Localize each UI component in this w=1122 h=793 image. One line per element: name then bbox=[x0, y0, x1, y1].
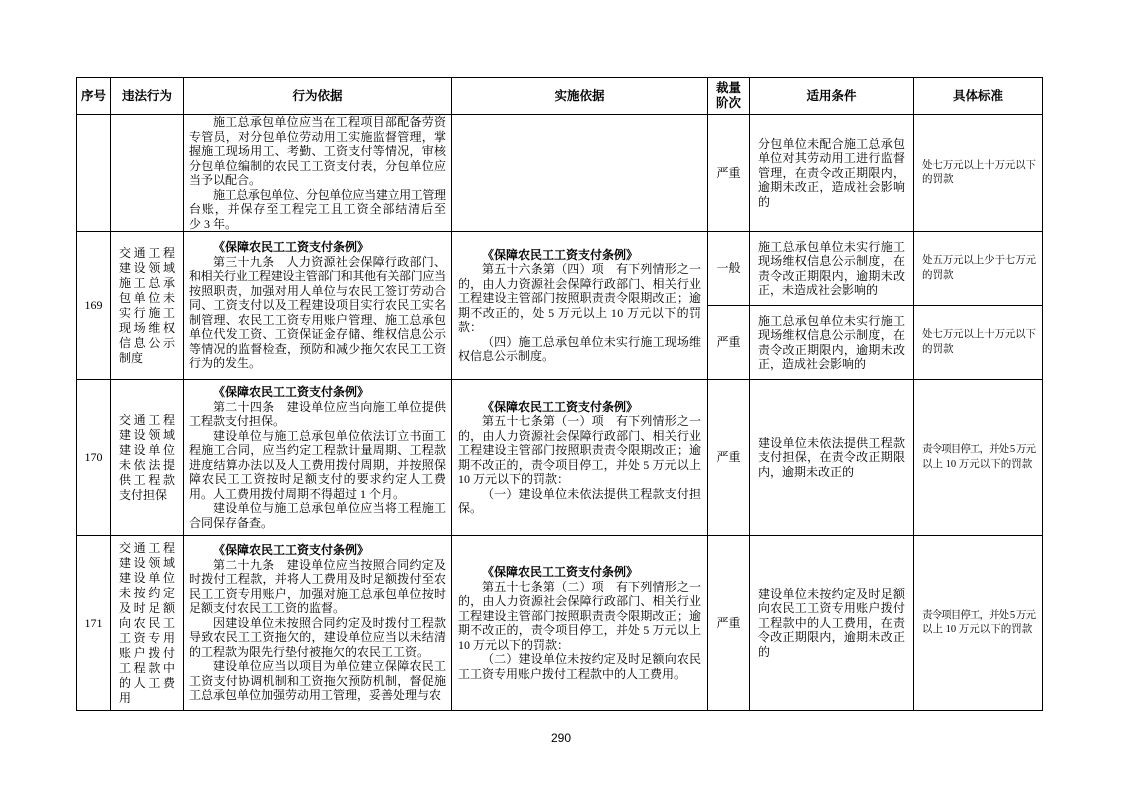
enforcement-basis-line: 期不改正的，责令项目停工，并处 5 万元以上 bbox=[458, 457, 702, 472]
conduct-basis-line: 按照职责，加强对用人单位与农民工签订劳动合 bbox=[189, 283, 447, 298]
conduct-basis-regulation-title: 《保障农民工工资支付条例》 bbox=[213, 240, 370, 255]
enforcement-basis-line: 的，由人力资源社会保障行政部门、相关行业 bbox=[458, 428, 702, 443]
condition-line: 建设单位未按约定及时足额 bbox=[758, 586, 906, 601]
header-discretion-level bbox=[708, 78, 749, 114]
conduct-basis-line: 施工总承包单位应当在工程项目部配备劳资 bbox=[213, 115, 447, 129]
row-number-cell bbox=[77, 380, 110, 535]
condition-line: 建设单位未依法提供工程款 bbox=[758, 435, 906, 450]
row-number-cell bbox=[77, 115, 110, 231]
conduct-basis-line: 第二十四条 建设单位应当向施工单位提供 bbox=[213, 399, 447, 414]
standard-line: 的罚款 bbox=[922, 174, 954, 185]
conduct-basis-line: 合同保存备查。 bbox=[189, 515, 274, 530]
row-number-cell bbox=[77, 232, 110, 379]
conduct-basis-line: 建设单位应当以项目为单位建立保障农民工 bbox=[213, 659, 447, 674]
violation-line: 支付担保 bbox=[119, 487, 168, 502]
violation-line: 建设单位 bbox=[119, 442, 178, 457]
enforcement-basis-line: 第五十六条第（四）项 有下列情形之一 bbox=[482, 262, 702, 276]
conduct-basis-line: 工总承包单位加强劳动用工管理，妥善处理与农 bbox=[189, 688, 442, 703]
condition-line: 内，逾期未改正的 bbox=[758, 464, 855, 479]
conduct-basis-line: 制管理、农民工工资专用账户管理、施工总承包 bbox=[189, 312, 447, 327]
enforcement-basis-line: 10 万元以下的罚款： bbox=[458, 472, 570, 486]
discretion-level: 一般 bbox=[716, 261, 741, 276]
enforcement-basis-line: （二）建设单位未按约定及时足额向农民 bbox=[482, 652, 702, 666]
conduct-basis-line: 施工总承包单位、分包单位应当建立用工管理 bbox=[213, 187, 446, 202]
row-number: 169 bbox=[84, 298, 103, 313]
conduct-basis-line: 时拨付工程款，并将人工费用及时足额拨付至农 bbox=[189, 572, 447, 587]
condition-line: 令改正期限内，逾期未改正 bbox=[758, 630, 906, 645]
row-number: 171 bbox=[84, 615, 103, 630]
penalty-standard-cell bbox=[914, 232, 1042, 305]
enforcement-basis-line: 10 万元以下的罚款： bbox=[458, 637, 570, 652]
condition-line: 逾期未改正，造成社会影响 bbox=[758, 180, 906, 195]
condition-line: 向农民工工资专用账户拨付 bbox=[758, 601, 906, 616]
condition-line: 施工总承包单位未实行施工 bbox=[758, 313, 906, 328]
violation-line: 向农民工 bbox=[119, 615, 178, 630]
conduct-basis-line: 程施工合同，应当约定工程款计量周期、工程款 bbox=[189, 443, 447, 457]
penalty-standard-cell bbox=[914, 115, 1042, 231]
conduct-basis-paragraph bbox=[189, 255, 446, 371]
conduct-basis-line: 足额支付农民工工资的监督。 bbox=[189, 601, 346, 616]
violation-line: 施工总承 bbox=[119, 275, 178, 290]
header-enforcement-basis bbox=[452, 78, 707, 114]
discretion-level: 严重 bbox=[716, 615, 741, 630]
applicable-condition-cell bbox=[750, 115, 913, 231]
conduct-basis-paragraph bbox=[189, 659, 446, 703]
enforcement-basis-regulation-title: 《保障农民工工资支付条例》 bbox=[482, 399, 639, 414]
condition-line: 分包单位未配合施工总承包 bbox=[758, 136, 906, 151]
enforcement-basis-paragraph bbox=[458, 580, 701, 653]
discretion-level-cell bbox=[708, 232, 749, 305]
conduct-basis-line: 第二十九条 建设单位应当按照合同约定及 bbox=[213, 557, 447, 572]
header-violation-label: 违法行为 bbox=[121, 88, 172, 103]
standard-line: 处五万元以上少于七万元 bbox=[922, 255, 1036, 266]
conduct-basis-line: 建设单位与施工总承包单位依法订立书面工 bbox=[213, 428, 447, 443]
enforcement-basis-line: 保。 bbox=[458, 501, 483, 515]
standard-line: 责令项目停工，并处 5 万元 bbox=[922, 444, 1036, 455]
header-applicable-condition bbox=[750, 78, 913, 114]
discretion-level-cell bbox=[708, 306, 749, 379]
condition-line: 正，造成社会影响的 bbox=[758, 357, 867, 371]
conduct-basis-line: 建设单位与施工总承包单位应当将工程施工 bbox=[213, 501, 447, 515]
row-number: 170 bbox=[84, 450, 103, 465]
enforcement-basis-line: 第五十七条第（二）项 有下列情形之一 bbox=[482, 579, 702, 594]
violation-cell bbox=[111, 115, 183, 231]
standard-line: 处七万元以上十万元以下 bbox=[922, 159, 1036, 171]
conduct-basis-line: 少 3 年。 bbox=[189, 216, 238, 231]
applicable-condition-cell bbox=[750, 380, 913, 535]
discretion-level-cell bbox=[708, 536, 749, 710]
discretion-level: 严重 bbox=[716, 450, 741, 465]
enforcement-basis-line: 期不改正的，处 5 万元以上 10 万元以下的罚 bbox=[458, 305, 702, 320]
condition-line: 现场维权信息公示制度，在 bbox=[758, 328, 906, 342]
conduct-basis-regulation-title: 《保障农民工工资支付条例》 bbox=[213, 385, 370, 399]
enforcement-basis-cell bbox=[452, 536, 707, 710]
conduct-basis-paragraph bbox=[189, 400, 446, 429]
violation-line: 工程款中 bbox=[119, 660, 178, 675]
conduct-basis-paragraph bbox=[189, 188, 446, 232]
conduct-basis-line: 行为的发生。 bbox=[189, 356, 262, 371]
penalty-standard-cell bbox=[914, 536, 1042, 710]
condition-line: 现场维权信息公示制度，在 bbox=[758, 254, 906, 268]
standard-line: 的罚款 bbox=[922, 343, 954, 355]
discretion-level: 严重 bbox=[716, 335, 741, 350]
enforcement-basis-line: 权信息公示制度。 bbox=[458, 349, 555, 363]
enforcement-basis-line: 第五十七条第（一）项 有下列情形之一 bbox=[482, 414, 702, 428]
conduct-basis-paragraph bbox=[189, 558, 446, 616]
condition-line: 单位对其劳动用工进行监督 bbox=[758, 151, 906, 166]
enforcement-basis-paragraph bbox=[458, 652, 701, 681]
enforcement-basis-cell bbox=[452, 232, 707, 379]
row-number-cell bbox=[77, 536, 110, 710]
conduct-basis-paragraph bbox=[189, 616, 446, 660]
violation-line: 交通工程 bbox=[119, 540, 178, 555]
condition-line: 责令改正期限内，逾期未改 bbox=[758, 268, 906, 283]
condition-line: 施工总承包单位未实行施工 bbox=[758, 239, 906, 254]
standard-line: 处七万元以上十万元以下 bbox=[922, 329, 1036, 340]
enforcement-basis-line: 款： bbox=[458, 320, 483, 334]
enforcement-basis-line: （四）施工总承包单位未实行施工现场维 bbox=[482, 334, 702, 349]
enforcement-basis-line: 的，由人力资源社会保障行政部门、相关行业 bbox=[458, 594, 702, 608]
violation-line: 制度 bbox=[119, 350, 144, 365]
standard-line: 以上 10 万元以下的罚款 bbox=[922, 624, 1033, 635]
conduct-basis-line: 握施工现场用工、考勤、工资支付等情况，审核 bbox=[189, 144, 447, 158]
discretion-level-cell bbox=[708, 380, 749, 535]
violation-line: 交通工程 bbox=[119, 412, 178, 427]
applicable-condition-cell bbox=[750, 536, 913, 710]
condition-line: 支付担保，在责令改正期限 bbox=[758, 450, 906, 465]
enforcement-basis-line: 工工资专用账户拨付工程款中的人工费用。 bbox=[458, 666, 687, 681]
condition-line: 管理，在责令改正期限内， bbox=[758, 165, 906, 180]
conduct-basis-line: 当予以配合。 bbox=[189, 173, 262, 187]
enforcement-basis-line: 工程建设主管部门按照职责责令限期改正；逾 bbox=[458, 608, 702, 623]
violation-line: 建设单位 bbox=[119, 570, 178, 585]
enforcement-basis-cell bbox=[452, 380, 707, 535]
conduct-basis-line: 导致农民工工资拖欠的，建设单位应当以未结清 bbox=[189, 630, 447, 645]
header-discretion-level-label-line2: 阶次 bbox=[715, 96, 741, 110]
conduct-basis-line: 第三十九条 人力资源社会保障行政部门、 bbox=[213, 254, 447, 269]
applicable-condition-cell bbox=[750, 232, 913, 305]
conduct-basis-cell bbox=[184, 380, 451, 535]
conduct-basis-line: 同、工资支付以及工程建设项目实行农民工实名 bbox=[189, 298, 447, 313]
violation-line: 建设领域 bbox=[119, 427, 178, 442]
conduct-basis-line: 因建设单位未按照合同约定及时拨付工程款 bbox=[213, 615, 447, 630]
header-applicable-condition-label: 适用条件 bbox=[806, 88, 857, 103]
conduct-basis-paragraph bbox=[189, 501, 446, 530]
conduct-basis-line: 和相关行业工程建设主管部门和其他有关部门应当 bbox=[189, 269, 446, 284]
conduct-basis-line: 台账，并保存至工程完工且工资全部结清后至 bbox=[189, 202, 447, 216]
violation-line: 及时足额 bbox=[119, 600, 178, 615]
header-enforcement-basis-label: 实施依据 bbox=[554, 88, 605, 103]
penalty-standard-cell bbox=[914, 306, 1042, 379]
enforcement-basis-regulation-title: 《保障农民工工资支付条例》 bbox=[482, 247, 639, 262]
header-serial-number bbox=[77, 78, 110, 114]
conduct-basis-paragraph bbox=[189, 429, 446, 502]
violation-line: 工资专用 bbox=[119, 630, 178, 645]
violation-cell bbox=[111, 232, 183, 379]
header-penalty-standard bbox=[914, 78, 1042, 114]
conduct-basis-line: 的工程款为限先行垫付被拖欠的农民工工资。 bbox=[189, 644, 430, 659]
page-number: 290 bbox=[550, 731, 572, 745]
header-serial-number-label: 序号 bbox=[80, 88, 106, 103]
enforcement-basis-line: 的，由人力资源社会保障行政部门、相关行业 bbox=[458, 276, 702, 291]
conduct-basis-cell bbox=[184, 115, 451, 231]
applicable-condition-cell bbox=[750, 306, 913, 379]
enforcement-basis-line: 期不改正的，责令项目停工，并处 5 万元以上 bbox=[458, 623, 702, 637]
discretion-level: 严重 bbox=[716, 165, 741, 180]
enforcement-basis-paragraph bbox=[458, 487, 701, 516]
condition-line: 工程款中的人工费用，在责 bbox=[758, 615, 906, 630]
header-penalty-standard-label: 具体标准 bbox=[952, 88, 1003, 103]
violation-line: 账户拨付 bbox=[119, 645, 178, 660]
penalty-standard-cell bbox=[914, 380, 1042, 535]
conduct-basis-line: 等情况的监督检查，预防和减少拖欠农民工工资 bbox=[189, 341, 447, 356]
violation-line: 实行施工 bbox=[119, 305, 178, 320]
violation-line: 现场维权 bbox=[119, 320, 178, 335]
condition-line: 正，未造成社会影响的 bbox=[758, 283, 879, 297]
discretion-level-cell bbox=[708, 115, 749, 231]
violation-line: 信息公示 bbox=[119, 335, 178, 350]
conduct-basis-paragraph bbox=[189, 115, 446, 188]
violation-line: 的人工费 bbox=[119, 675, 178, 690]
violation-line: 建设领域 bbox=[119, 260, 178, 275]
standard-line: 责令项目停工，并处 5 万元 bbox=[922, 609, 1036, 621]
standard-line: 的罚款 bbox=[922, 269, 954, 281]
conduct-basis-line: 分包单位编制的农民工工资支付表，分包单位应 bbox=[189, 158, 447, 173]
enforcement-basis-paragraph bbox=[458, 335, 701, 364]
enforcement-basis-regulation-title: 《保障农民工工资支付条例》 bbox=[482, 565, 639, 579]
conduct-basis-line: 工资支付协调机制和工资拖欠预防机制，督促施 bbox=[189, 673, 447, 688]
header-conduct-basis-label: 行为依据 bbox=[292, 88, 343, 103]
condition-line: 的 bbox=[758, 194, 771, 209]
enforcement-basis-paragraph bbox=[458, 262, 701, 335]
violation-cell bbox=[111, 380, 183, 535]
conduct-basis-line: 用。人工费用拨付周期不得超过 1 个月。 bbox=[189, 486, 406, 501]
conduct-basis-line: 障农民工工资按时足额支付的要求约定人工费 bbox=[189, 472, 447, 486]
violation-line: 包单位未 bbox=[119, 290, 178, 305]
violation-line: 用 bbox=[119, 690, 132, 705]
header-discretion-level-label-line1: 裁量 bbox=[715, 81, 741, 95]
enforcement-basis-line: （一）建设单位未依法提供工程款支付担 bbox=[482, 486, 702, 501]
enforcement-basis-paragraph bbox=[458, 414, 701, 487]
enforcement-basis-cell bbox=[452, 115, 707, 231]
condition-line: 责令改正期限内，逾期未改 bbox=[758, 342, 906, 357]
violation-cell bbox=[111, 536, 183, 710]
conduct-basis-cell bbox=[184, 536, 451, 710]
conduct-basis-regulation-title: 《保障农民工工资支付条例》 bbox=[213, 543, 370, 558]
header-violation bbox=[111, 78, 183, 114]
conduct-basis-line: 单位代发工资、工资保证金存储、维权信息公示 bbox=[189, 327, 447, 342]
conduct-basis-cell bbox=[184, 232, 451, 379]
enforcement-basis-line: 工程建设主管部门按照职责责令限期改正；逾 bbox=[458, 291, 702, 305]
violation-line: 未按约定 bbox=[119, 585, 178, 600]
violation-line: 供工程款 bbox=[119, 472, 178, 487]
violation-line: 未依法提 bbox=[119, 457, 178, 472]
violation-line: 建设领域 bbox=[119, 555, 178, 570]
condition-line: 的 bbox=[758, 644, 771, 659]
header-conduct-basis bbox=[184, 78, 451, 114]
violation-line: 交通工程 bbox=[119, 245, 178, 260]
conduct-basis-line: 民工工资专用账户，加强对施工总承包单位按时 bbox=[189, 586, 447, 601]
standard-line: 以上 10 万元以下的罚款 bbox=[922, 458, 1033, 470]
penalty-table bbox=[76, 77, 1043, 711]
conduct-basis-line: 进度结算办法以及人工费用拨付周期，并按照保 bbox=[189, 457, 447, 472]
conduct-basis-line: 工程款支付担保。 bbox=[189, 414, 286, 428]
enforcement-basis-line: 工程建设主管部门按照职责责令限期改正；逾 bbox=[458, 443, 702, 457]
conduct-basis-line: 专管员，对分包单位劳动用工实施监督管理，掌 bbox=[189, 129, 447, 144]
